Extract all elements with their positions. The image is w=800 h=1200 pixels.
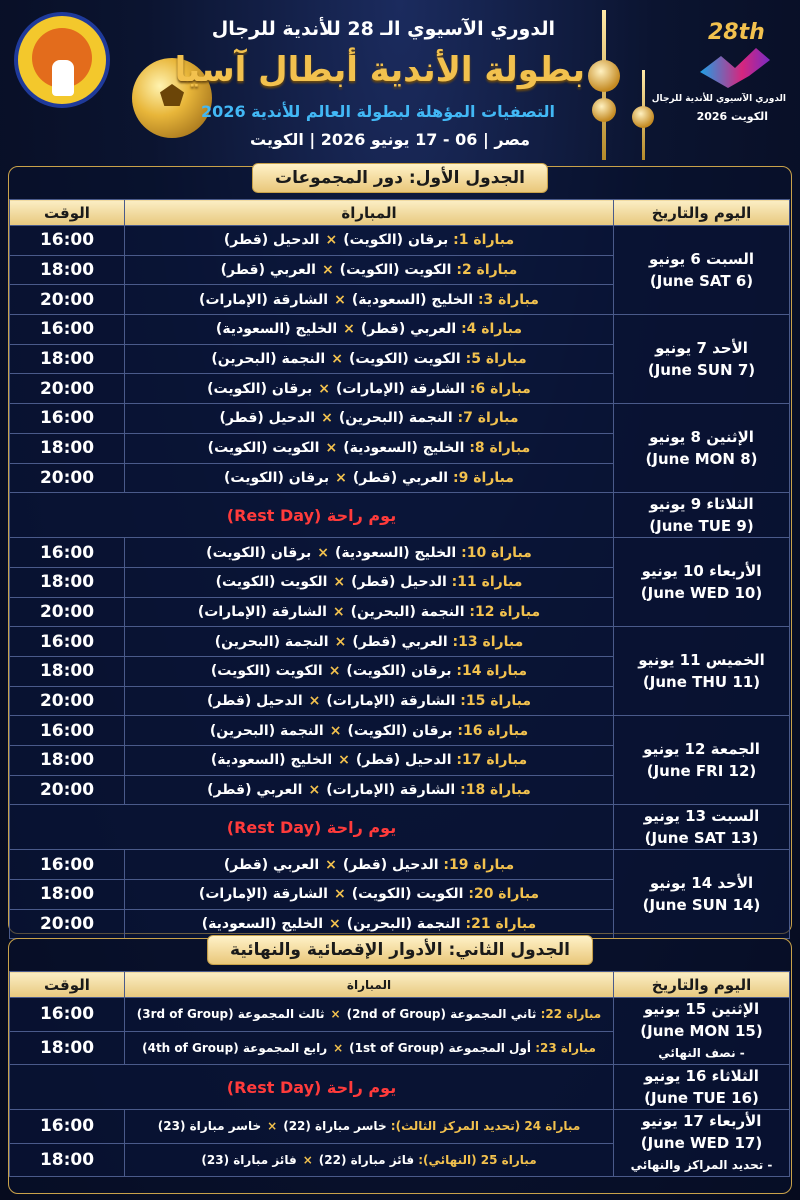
day-cell <box>614 1065 790 1110</box>
match-cell <box>125 656 614 686</box>
match-cell <box>125 538 614 568</box>
match-number: مباراة 23: <box>535 1040 596 1055</box>
match-cell <box>125 850 614 880</box>
home-team: الشارقة (الإمارات) <box>326 692 456 709</box>
home-team: الدحيل (قطر) <box>351 574 447 591</box>
vs-icon: × <box>302 1152 313 1167</box>
vs-icon: × <box>332 603 345 620</box>
day-cell <box>614 404 790 493</box>
match-number: مباراة 5: <box>465 351 527 368</box>
logo-line2: الكويت 2026 <box>696 110 768 123</box>
match-cell <box>125 463 614 493</box>
away-team: برقان (الكويت) <box>207 380 313 397</box>
match-time: 16:00 <box>10 226 125 256</box>
table1-title: الجدول الأول: دور المجموعات <box>252 163 548 193</box>
vs-icon: × <box>308 692 321 709</box>
home-team: أول المجموعة (1st of Group) <box>349 1040 532 1055</box>
day-arabic: السبت 13 يونيو <box>643 807 760 826</box>
match-number: مباراة 8: <box>469 440 531 457</box>
home-team: الشارقة (الإمارات) <box>335 380 465 397</box>
match-cell <box>125 344 614 374</box>
match-cell <box>125 1031 614 1065</box>
away-team: فائز مباراة (23) <box>201 1152 297 1167</box>
match-time: 20:00 <box>10 597 125 627</box>
day-cell <box>614 716 790 805</box>
vs-icon: × <box>331 351 343 368</box>
day-english: (13 June SAT) <box>644 829 759 848</box>
day-arabic: الخميس 11 يونيو <box>638 651 765 670</box>
day-english: (6 June SAT) <box>649 272 754 291</box>
home-team: الكويت (الكويت) <box>348 351 461 368</box>
match-time: 18:00 <box>10 656 125 686</box>
knockout-panel <box>8 938 792 1194</box>
day-english: (17 June WED) <box>640 1134 763 1152</box>
match-number: مباراة 9: <box>452 469 514 486</box>
group-stage-panel <box>8 166 792 934</box>
match-cell <box>125 315 614 345</box>
away-team: الكويت (الكويت) <box>207 440 320 457</box>
home-team: الدحيل (قطر) <box>342 856 439 873</box>
vs-icon: × <box>325 440 338 457</box>
match-cell <box>125 433 614 463</box>
away-team: الخليج (السعودية) <box>201 916 324 933</box>
away-team: ثالث المجموعة (3rd of Group) <box>136 1007 325 1022</box>
day-arabic: الثلاثاء 9 يونيو <box>649 495 754 514</box>
match-row <box>10 627 790 657</box>
logo-edition: 28th <box>708 20 765 45</box>
match-row <box>10 1110 790 1144</box>
home-team: خاسر مباراة (22) <box>283 1119 387 1134</box>
match-time: 16:00 <box>10 404 125 434</box>
day-cell <box>614 1110 790 1177</box>
day-english: (9 June TUE) <box>649 517 754 536</box>
rest-row <box>10 805 790 850</box>
vs-icon: × <box>318 380 330 397</box>
match-number: مباراة 2: <box>456 262 518 279</box>
day-arabic: الجمعة 12 يونيو <box>643 740 760 759</box>
logo-hand-shape <box>52 60 74 96</box>
header-day: اليوم والتاريخ <box>614 972 790 998</box>
match-time: 16:00 <box>10 998 125 1032</box>
day-arabic: الثلاثاء 16 يونيو <box>644 1067 759 1085</box>
match-cell <box>125 716 614 746</box>
match-time: 20:00 <box>10 909 125 939</box>
day-english: (14 June SUN) <box>642 896 761 915</box>
match-number: مباراة 4: <box>461 321 523 338</box>
away-team: الشارقة (الإمارات) <box>198 886 328 903</box>
away-team: الدحيل (قطر) <box>223 232 320 249</box>
match-time: 16:00 <box>10 627 125 657</box>
day-cell <box>614 850 790 939</box>
tower-sphere <box>588 60 620 92</box>
away-team: رابع المجموعة (4th of Group) <box>142 1040 328 1055</box>
day-arabic: الأحد 14 يونيو <box>649 874 754 893</box>
match-time: 18:00 <box>10 344 125 374</box>
vs-icon: × <box>308 782 321 799</box>
stage-note: - نصف النهائي <box>658 1046 745 1060</box>
match-time: 18:00 <box>10 255 125 285</box>
day-cell <box>614 315 790 404</box>
away-team: العربي (قطر) <box>207 782 303 799</box>
day-arabic: الأربعاء 10 يونيو <box>641 562 762 581</box>
vs-icon: × <box>317 544 329 561</box>
match-row <box>10 315 790 345</box>
vs-icon: × <box>267 1119 278 1134</box>
match-number: مباراة 19: <box>443 856 515 873</box>
match-number: مباراة 16: <box>457 722 529 739</box>
vs-icon: × <box>325 232 338 249</box>
page-subtitle: التصفيات المؤهلة لبطولة العالم للأندية 2026 <box>201 102 555 121</box>
group-stage-table <box>9 199 790 939</box>
match-row <box>10 716 790 746</box>
match-cell <box>125 597 614 627</box>
match-time: 20:00 <box>10 463 125 493</box>
match-number: مباراة 20: <box>468 886 540 903</box>
vs-icon: × <box>321 410 333 427</box>
rest-row <box>10 493 790 538</box>
day-english: (8 June MON) <box>645 450 758 469</box>
knockout-table <box>9 971 790 1177</box>
rest-day-label: يوم راحة (Rest Day) <box>10 805 614 850</box>
day-arabic: الإثنين 8 يونيو <box>649 428 754 447</box>
match-row <box>10 538 790 568</box>
match-time: 18:00 <box>10 880 125 910</box>
match-number: مباراة 6: <box>469 380 531 397</box>
match-cell <box>125 1143 614 1177</box>
page-title: بطولة الأندية أبطال آسيا <box>174 50 585 90</box>
match-row <box>10 998 790 1032</box>
tower-sphere <box>632 106 654 128</box>
home-team: الدحيل (قطر) <box>355 752 452 769</box>
rest-row <box>10 1065 790 1110</box>
match-time: 18:00 <box>10 746 125 776</box>
match-cell <box>125 567 614 597</box>
match-number: مباراة 10: <box>461 544 532 561</box>
match-number: مباراة 14: <box>456 663 528 680</box>
home-team: العربي (قطر) <box>352 469 449 486</box>
day-arabic: الإثنين 15 يونيو <box>643 1000 760 1018</box>
table-header-row <box>10 200 790 226</box>
home-team: الكويت (الكويت) <box>351 886 464 903</box>
event-dates: مصر | 06 - 17 يونيو 2026 | الكويت <box>250 130 530 149</box>
away-team: الشارقة (الإمارات) <box>199 291 329 308</box>
match-number: مباراة 12: <box>469 603 541 620</box>
match-time: 18:00 <box>10 433 125 463</box>
home-team: الكويت (الكويت) <box>339 262 452 279</box>
header-time: الوقت <box>10 972 125 998</box>
home-team: الخليج (السعودية) <box>343 440 465 457</box>
match-row <box>10 404 790 434</box>
away-team: النجمة (البحرين) <box>209 722 324 739</box>
vs-icon: × <box>333 1040 344 1055</box>
away-team: الشارقة (الإمارات) <box>197 603 327 620</box>
day-cell <box>614 493 790 538</box>
match-number: مباراة 1: <box>453 232 515 249</box>
vs-icon: × <box>335 469 347 486</box>
day-english: (11 June THU) <box>642 673 761 692</box>
home-team: الخليج (السعودية) <box>334 544 457 561</box>
match-time: 20:00 <box>10 285 125 315</box>
match-cell <box>125 374 614 404</box>
header-line1: الدوري الآسيوي الـ 28 للأندية للرجال <box>211 18 555 40</box>
match-cell <box>125 255 614 285</box>
match-cell <box>125 880 614 910</box>
vs-icon: × <box>329 722 342 739</box>
header <box>0 0 800 170</box>
home-team: الشارقة (الإمارات) <box>326 782 456 799</box>
match-time: 20:00 <box>10 775 125 805</box>
federation-logo-icon <box>14 12 110 108</box>
match-number: مباراة 3: <box>477 291 539 308</box>
match-number: مباراة 13: <box>452 633 524 650</box>
vs-icon: × <box>334 633 347 650</box>
match-cell <box>125 404 614 434</box>
day-english: (12 June FRI) <box>646 762 757 781</box>
vs-icon: × <box>325 856 337 873</box>
away-team: العربي (قطر) <box>220 262 316 279</box>
match-cell <box>125 746 614 776</box>
home-team: العربي (قطر) <box>352 633 448 650</box>
header-match: المباراة <box>125 200 614 226</box>
home-team: النجمة (البحرين) <box>346 916 461 933</box>
away-team: الكويت (الكويت) <box>210 663 323 680</box>
match-time: 20:00 <box>10 686 125 716</box>
kuwait-towers-icon <box>580 10 680 160</box>
header-match: المباراة <box>125 972 614 998</box>
away-team: الدحيل (قطر) <box>206 692 303 709</box>
match-time: 16:00 <box>10 315 125 345</box>
match-time: 18:00 <box>10 1031 125 1065</box>
vs-icon: × <box>334 291 346 308</box>
match-cell <box>125 775 614 805</box>
table2-title: الجدول الثاني: الأدوار الإقصائية والنهائية <box>207 935 593 965</box>
match-row <box>10 226 790 256</box>
table-header-row <box>10 972 790 998</box>
match-number: مباراة 7: <box>457 410 519 427</box>
day-cell <box>614 998 790 1065</box>
day-arabic: السبت 6 يونيو <box>648 250 755 269</box>
vs-icon: × <box>333 574 346 591</box>
day-english: (7 June SUN) <box>647 361 756 380</box>
logo-bird-icon <box>700 48 770 88</box>
match-number: مباراة 24 (تحديد المركز الثالث): <box>390 1119 581 1134</box>
stage-note: - تحديد المراكز والنهائي <box>630 1158 773 1172</box>
away-team: الخليج (السعودية) <box>210 752 333 769</box>
match-time: 16:00 <box>10 850 125 880</box>
day-cell <box>614 226 790 315</box>
day-cell <box>614 627 790 716</box>
match-time: 18:00 <box>10 1143 125 1177</box>
tower-sphere <box>592 98 616 122</box>
match-number: مباراة 15: <box>460 692 531 709</box>
tournament-logo <box>651 20 790 130</box>
match-time: 16:00 <box>10 1110 125 1144</box>
rest-day-label: يوم راحة (Rest Day) <box>10 493 614 538</box>
vs-icon: × <box>330 1007 341 1022</box>
match-cell <box>125 998 614 1032</box>
logo-line1: الدوري الآسيوي للأندية للرجال <box>651 94 786 104</box>
match-number: مباراة 21: <box>465 916 537 933</box>
home-team: النجمة (البحرين) <box>338 410 453 427</box>
day-cell <box>614 538 790 627</box>
day-english: (15 June MON) <box>640 1022 763 1040</box>
home-team: ثاني المجموعة (2nd of Group) <box>346 1007 537 1022</box>
match-number: مباراة 22: <box>540 1007 602 1022</box>
rest-day-label: يوم راحة (Rest Day) <box>10 1065 614 1110</box>
match-number: مباراة 17: <box>456 752 528 769</box>
away-team: برقان (الكويت) <box>206 544 312 561</box>
away-team: الخليج (السعودية) <box>215 321 338 338</box>
day-english: (16 June TUE) <box>644 1089 759 1107</box>
home-team: الخليج (السعودية) <box>351 291 474 308</box>
away-team: برقان (الكويت) <box>224 469 330 486</box>
vs-icon: × <box>329 916 341 933</box>
match-cell <box>125 226 614 256</box>
vs-icon: × <box>333 886 346 903</box>
match-cell <box>125 1110 614 1144</box>
vs-icon: × <box>321 262 334 279</box>
home-team: النجمة (البحرين) <box>350 603 465 620</box>
home-team: فائز مباراة (22) <box>318 1152 415 1167</box>
away-team: خاسر مباراة (23) <box>157 1119 262 1134</box>
home-team: برقان (الكويت) <box>343 232 449 249</box>
day-arabic: الأحد 7 يونيو <box>655 339 748 358</box>
home-team: العربي (قطر) <box>360 321 457 338</box>
match-number: مباراة 25 (النهائي): <box>418 1152 537 1167</box>
match-cell <box>125 627 614 657</box>
away-team: الدحيل (قطر) <box>219 410 316 427</box>
home-team: برقان (الكويت) <box>347 722 453 739</box>
match-cell <box>125 285 614 315</box>
away-team: النجمة (البحرين) <box>214 633 329 650</box>
vs-icon: × <box>343 321 355 338</box>
match-time: 20:00 <box>10 374 125 404</box>
match-time: 16:00 <box>10 716 125 746</box>
day-arabic: الأربعاء 17 يونيو <box>641 1112 762 1130</box>
match-row <box>10 850 790 880</box>
vs-icon: × <box>338 752 350 769</box>
match-time: 18:00 <box>10 567 125 597</box>
away-team: العربي (قطر) <box>223 856 320 873</box>
match-number: مباراة 18: <box>460 782 531 799</box>
match-time: 16:00 <box>10 538 125 568</box>
header-time: الوقت <box>10 200 125 226</box>
day-english: (10 June WED) <box>640 584 763 603</box>
away-team: النجمة (البحرين) <box>211 351 326 368</box>
match-cell <box>125 686 614 716</box>
home-team: برقان (الكويت) <box>346 663 452 680</box>
away-team: الكويت (الكويت) <box>215 574 328 591</box>
day-cell <box>614 805 790 850</box>
match-number: مباراة 11: <box>451 574 523 591</box>
header-day: اليوم والتاريخ <box>614 200 790 226</box>
vs-icon: × <box>328 663 341 680</box>
